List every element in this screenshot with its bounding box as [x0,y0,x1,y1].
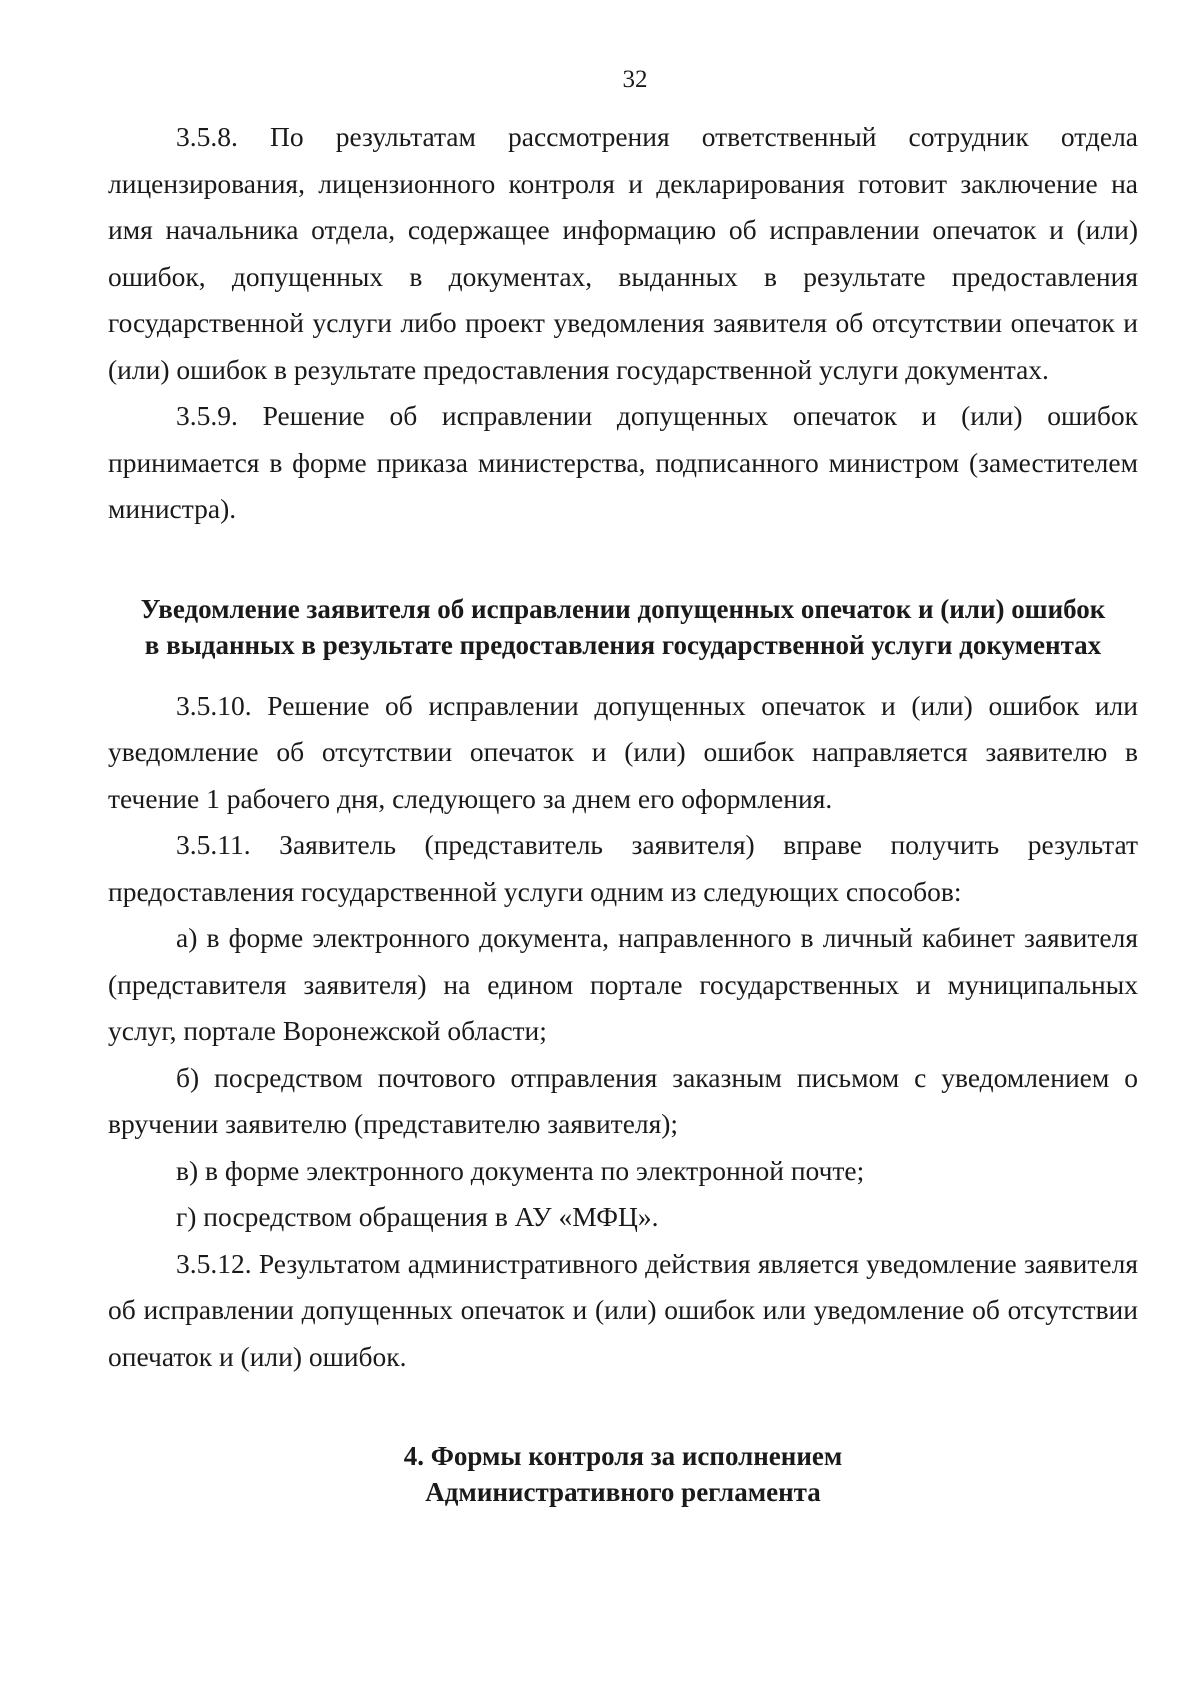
paragraph-3-5-9: 3.5.9. Решение об исправлении допущенных опечаток и (или) ошибок принимается в форме приказа министерства, подписанного министром (заместителем министра). [108,400,1138,524]
paragraph-3-5-8: 3.5.8. По результатам рассмотрения ответственный сотрудник отдела лицензирования, лицензионного контроля и декларирования готовит заключение на имя начальника отдела, содержащее информацию об исправлении опечаток и (или) ошибок, допущенных в документах, выданных в результате предоставления государственной услуги либо проект уведомления заявителя об отсутствии опечаток и (или) ошибок в результате предоставления государственной услуги документах. [108,121,1138,385]
paragraph-3-5-11: 3.5.11. Заявитель (представитель заявителя) вправе получить результат предоставления государственной услуги одним из следующих способов: [108,829,1138,907]
heading-notification-line-1: Уведомление заявителя об исправлении допущенных опечаток и (или) ошибок [140,593,1106,624]
heading-notification [108,591,1138,663]
document-page [108,60,1138,1530]
page-number: 32 [622,66,648,93]
list-item-b: б) посредством почтового отправления заказным письмом с уведомлением о вручении заявителю (представителю заявителя); [108,1061,1138,1139]
list-item-a: а) в форме электронного документа, направленного в личный кабинет заявителя (представителя заявителя) на едином портале государственных и муниципальных услуг, портале Воронежской области; [108,922,1138,1046]
paragraph-3-5-12: 3.5.12. Результатом административного действия является уведомление заявителя об исправлении допущенных опечаток и (или) ошибок или уведомление об отсутствии опечаток и (или) ошибок. [108,1247,1138,1372]
heading-notification-line-2: в выданных в результате предоставления государственной услуги документах [144,629,1102,660]
heading-section-4-line-2: Административного регламента [425,1477,821,1507]
heading-section-4 [108,1438,1138,1510]
paragraph-3-5-10: 3.5.10. Решение об исправлении допущенных опечаток и (или) ошибок или уведомление об отсутствии опечаток и (или) ошибок направляется заявителю в течение 1 рабочего дня, следующего за днем его оформления. [108,689,1138,814]
list-item-g: г) посредством обращения в АУ «МФЦ». [176,1201,659,1232]
heading-section-4-line-1: 4. Формы контроля за исполнением [403,1441,843,1471]
list-item-v: в) в форме электронного документа по электронной почте; [176,1154,865,1186]
